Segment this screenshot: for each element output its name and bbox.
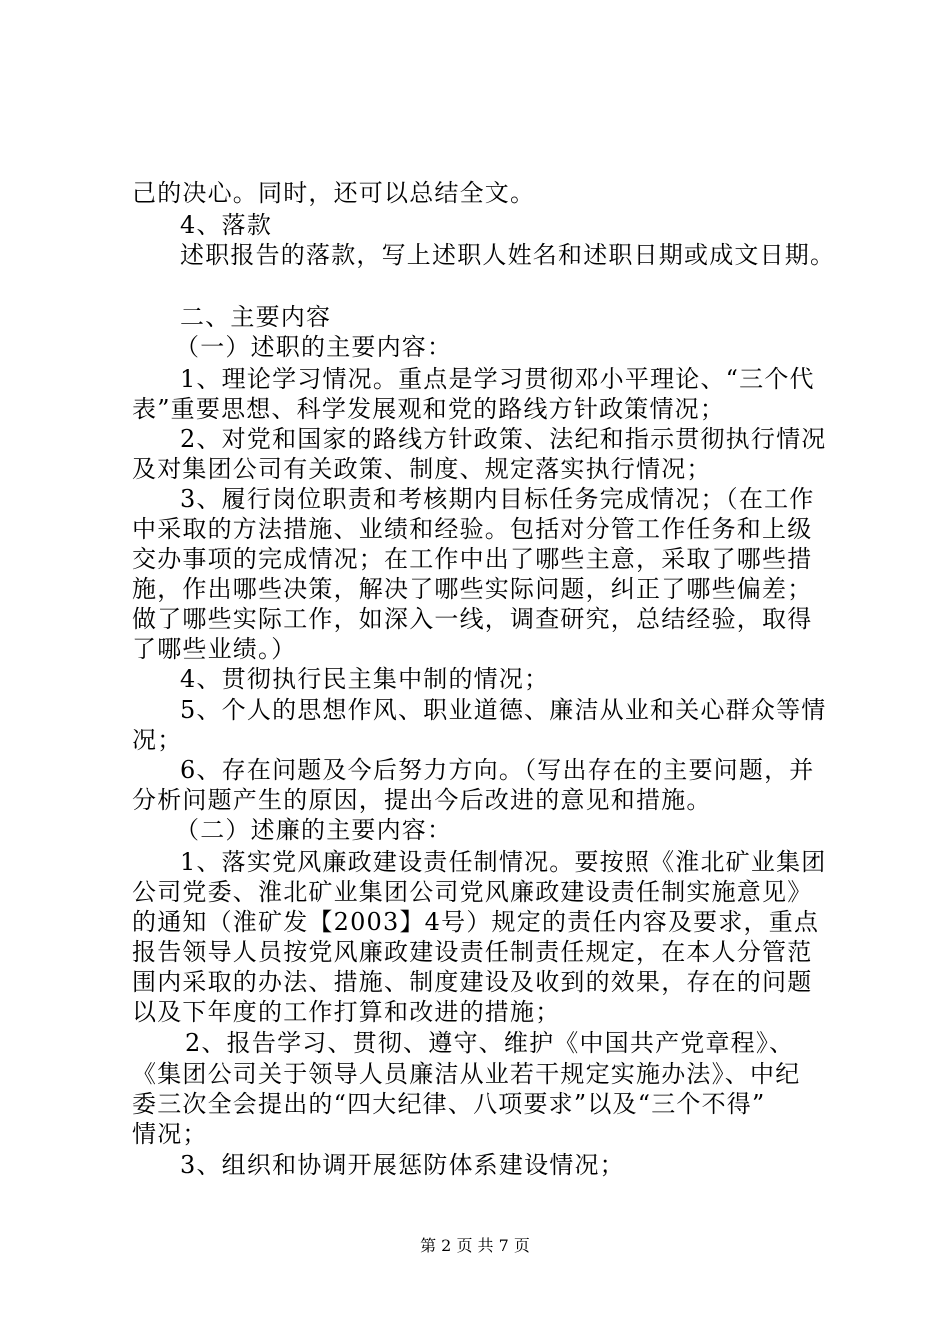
text-line: 公司党委、淮北矿业集团公司党风廉政建设责任制实施意见》 bbox=[132, 878, 813, 906]
text-line: 中采取的方法措施、业绩和经验。包括对分管工作任务和上级 bbox=[132, 515, 813, 543]
text-line: 1、理论学习情况。重点是学习贯彻邓小平理论、“三个代 bbox=[180, 365, 815, 393]
text-line: 己的决心。同时，还可以总结全文。 bbox=[132, 179, 536, 207]
text-line: 报告领导人员按党风廉政建设责任制责任规定，在本人分管范 bbox=[132, 938, 813, 966]
section-heading: 二、主要内容 bbox=[180, 303, 332, 331]
text-line: 4、落款 bbox=[180, 211, 273, 239]
text-line: 及对集团公司有关政策、制度、规定落实执行情况； bbox=[132, 455, 712, 483]
text-line: 围内采取的办法、措施、制度建设及收到的效果，存在的问题 bbox=[132, 968, 813, 996]
text-line: 情况； bbox=[132, 1120, 208, 1148]
text-line: 以及下年度的工作打算和改进的措施； bbox=[132, 998, 561, 1026]
text-line: 4、贯彻执行民主集中制的情况； bbox=[180, 665, 550, 693]
text-line: 5、个人的思想作风、职业道德、廉洁从业和关心群众等情 bbox=[180, 696, 827, 724]
subsection-heading: （二）述廉的主要内容： bbox=[175, 816, 453, 844]
text-line: 2、对党和国家的路线方针政策、法纪和指示贯彻执行情况 bbox=[180, 425, 827, 453]
page-number-footer: 第 2 页 共 7 页 bbox=[420, 1236, 530, 1255]
text-line: 6、存在问题及今后努力方向。（写出存在的主要问题，并 bbox=[180, 756, 815, 784]
text-line: 委三次全会提出的“四大纪律、八项要求”以及“三个不得” bbox=[132, 1090, 766, 1118]
text-line: 施，作出哪些决策，解决了哪些实际问题，纠正了哪些偏差； bbox=[132, 575, 813, 603]
text-line: 3、组织和协调开展惩防体系建设情况； bbox=[180, 1151, 625, 1179]
text-line: 3、履行岗位职责和考核期内目标任务完成情况；（在工作 bbox=[180, 485, 815, 513]
text-line: 况； bbox=[132, 726, 183, 754]
text-line: 分析问题产生的原因，提出今后改进的意见和措施。 bbox=[132, 786, 712, 814]
text-line: 做了哪些实际工作，如深入一线，调查研究，总结经验，取得 bbox=[132, 605, 813, 633]
subsection-heading: （一）述职的主要内容： bbox=[175, 333, 453, 361]
text-line: 述职报告的落款，写上述职人姓名和述职日期或成文日期。 bbox=[180, 241, 836, 269]
text-line: 表”重要思想、科学发展观和党的路线方针政策情况； bbox=[132, 395, 726, 423]
text-line: 《集团公司关于领导人员廉洁从业若干规定实施办法》、中纪 bbox=[132, 1060, 801, 1088]
text-line: 2、报告学习、贯彻、遵守、维护《中国共产党章程》、 bbox=[185, 1029, 795, 1057]
text-line: 1、落实党风廉政建设责任制情况。要按照《淮北矿业集团 bbox=[180, 848, 827, 876]
text-line: 的通知（淮矿发【2003】4号）规定的责任内容及要求，重点 bbox=[132, 908, 820, 936]
text-line: 了哪些业绩。） bbox=[132, 635, 297, 663]
text-line: 交办事项的完成情况；在工作中出了哪些主意，采取了哪些措 bbox=[132, 545, 813, 573]
